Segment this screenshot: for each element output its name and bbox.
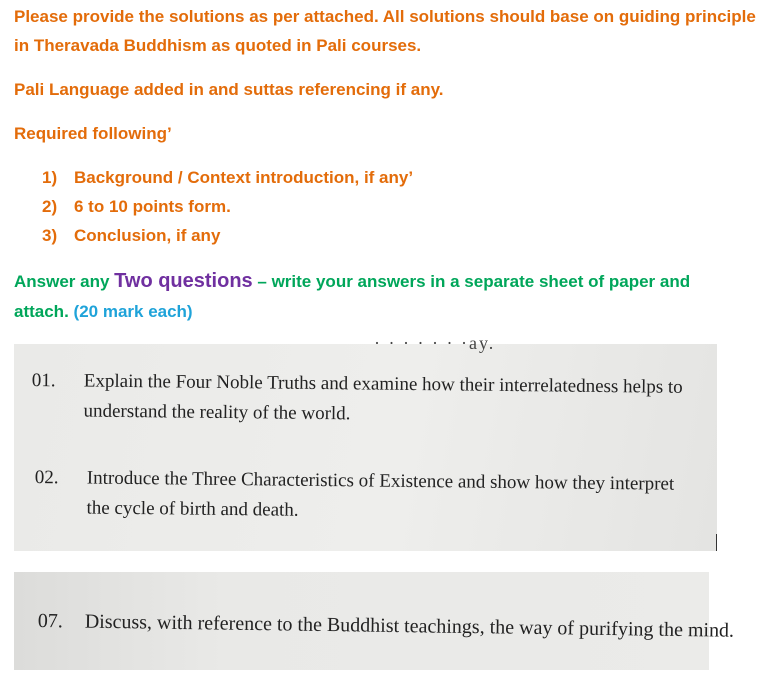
list-item-text: 6 to 10 points form.: [74, 197, 231, 216]
question-text: Introduce the Three Characteristics of Existence and show how they interpret the cycle of birth and death.: [86, 467, 675, 521]
answer-instruction: [14, 266, 744, 327]
answer-suffix: – write your answers in a separate sheet of paper and attach.: [14, 272, 691, 321]
cropped-text: · · · · · · ·ay.: [374, 333, 496, 353]
list-item-number: 1): [42, 168, 58, 187]
instructions-paragraph: Please provide the solutions as per attached. All solutions should base on guiding principle in Theravada Buddhism as quoted in Pali courses.: [14, 7, 756, 55]
question-number: 02.: [34, 466, 59, 489]
question-photo-2: [14, 572, 735, 670]
list-item: [42, 221, 413, 250]
list-item: [42, 163, 413, 192]
required-list: [42, 163, 413, 250]
answer-emphasis: Two questions: [114, 270, 253, 292]
list-item-number: 3): [42, 226, 58, 245]
list-item-text: Conclusion, if any: [74, 226, 221, 245]
answer-marks: (20 mark each): [73, 302, 193, 321]
question-number: 07.: [37, 609, 63, 633]
question-text: Explain the Four Noble Truths and examine how their interrelatedness helps to understand the reality of the world.: [83, 370, 683, 425]
question-photo-1: [14, 333, 717, 551]
question-text: Discuss, with reference to the Buddhist teachings, the way of purifying the mind.: [84, 610, 735, 642]
answer-prefix: Answer any: [14, 272, 115, 291]
pali-note: Pali Language added in and suttas referencing if any.: [14, 80, 444, 99]
list-item: [42, 192, 413, 221]
image-edge-line: [716, 534, 717, 551]
question-number: 01.: [31, 369, 56, 392]
list-item-number: 2): [42, 197, 58, 216]
list-item-text: Background / Context introduction, if any’: [74, 168, 414, 187]
required-heading: Required following’: [14, 124, 172, 143]
